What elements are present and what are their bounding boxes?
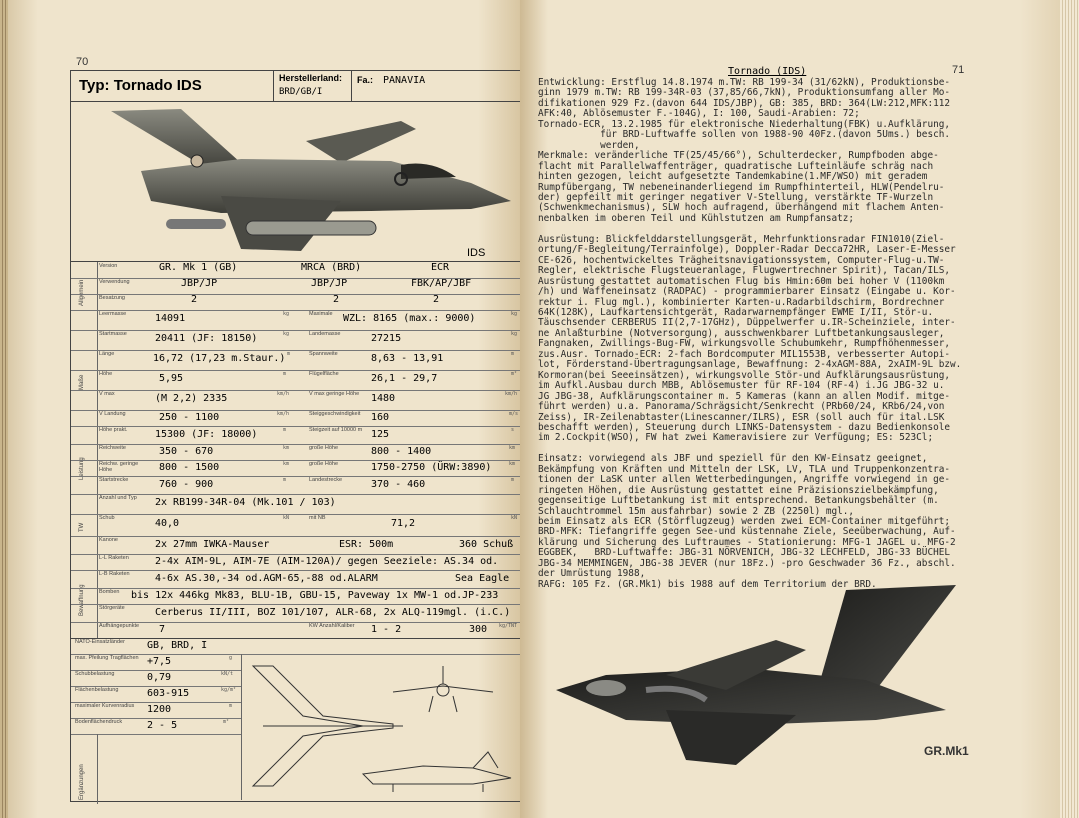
text-line: gegenseitige Luftbetankung ist mit entsprechend. Betankungsbehälter (m.: [538, 495, 939, 507]
ids-image-label: IDS: [467, 247, 486, 259]
text-line: im Aufkl.Ausbau durch MBB, Ablösemuster für RF-104 (RF-4) i.JG JBG-32 u.: [538, 380, 945, 392]
text-line: RAFG: 105 Fz. (GR.Mk1) bis 1988 auf dem Territorium der BRD.: [538, 578, 877, 590]
text-line: lot, Förderstand-Übertragungsanlage, Bewaffnung: 2-4xAGM-88A, 2xAIM-9L bzw.: [538, 359, 962, 371]
row-bodenflaechendruck: Bodenflächendruck 2 - 5 m²: [71, 718, 241, 735]
section-leistung: Leistung: [71, 410, 98, 494]
text-line: ortung/F-Begleitung/Terrainfolge), Doppler-Radar Decca72HR, Laser-E-Messer: [538, 244, 956, 256]
row-schubbelastung: Schubbelastung 0,79 kN/t: [71, 670, 241, 687]
herstellerland-label: Herstellerland:: [279, 73, 343, 83]
page-edges-right: [1060, 0, 1079, 818]
row-triebwerk-typ: Anzahl und Typ 2x RB199-34R-04 (Mk.101 / 103): [71, 494, 520, 515]
row-flaechenbelastung: Flächenbelastung 603-915 kg/m²: [71, 686, 241, 703]
row-aufhaengepunkte: Aufhängepunkte 7 KW Anzahl/Kaliber 1 - 2 300 kg/TNT: [71, 622, 520, 639]
text-line: ginn 1979 m.TW: RB 199-34R-03 (37,85/66,7kN), Produktionsumfang aller Mo-: [538, 87, 951, 99]
sheet-header: [71, 71, 520, 102]
text-line: ringeten Höhen, die Ausrüstung gestattet eine Präzisionszielbekämpfung,: [538, 484, 939, 496]
firma-label: Fa.:: [357, 75, 374, 85]
row-dienstgipfelhoehe: Höhe prakt. 15300 (JF: 18000) m Steigzeit auf 10000 m 125 s: [71, 426, 520, 445]
text-line: Tornado-ECR, 13.2.1985 für elektronische Niederhaltung(FBK) u.Aufklärung,: [538, 118, 951, 130]
section-masse: Maße: [71, 310, 98, 410]
text-line: Fangnaken, Zwillings-Bug-FW, wirkungsvolle Schubumkehr, Rumpfhöhenmesser,: [538, 338, 951, 350]
text-line: Ausrüstung: Blickfelddarstellungsgerät, Mehrfunktionsradar FIN1010(Ziel-: [538, 233, 945, 245]
section-triebwerk: TW: [71, 494, 98, 536]
row-nato-laender: NATO-Einsatzländer GB, BRD, I: [71, 638, 520, 655]
gr-mk1-image-label: GR.Mk1: [924, 744, 969, 758]
data-sheet: [70, 70, 520, 802]
row-stoergeraete: Störgeräte Cerberus II/III, BOZ 101/107, ALR-68, 2x ALQ-119mgl. (i.C.): [71, 604, 520, 623]
text-line: difikationen 929 Fz.(davon 644 IDS/JBP), GB: 385, BRD: 364(LW:212,MFK:112: [538, 97, 951, 109]
right-page-number: 71: [952, 64, 965, 76]
text-line: Einsatz: vorwiegend als JBF und speziell für den KW-Einsatz geeignet,: [538, 453, 928, 465]
row-besatzung: Besatzung 2 2 2: [71, 294, 520, 311]
text-line: hinten gezogen, leicht aufgesetzte Tandemkabine(1.MF/WSO) mit geradem: [538, 171, 928, 183]
section-allgemein: Allgemein: [71, 262, 98, 310]
text-line: JG JBG-38, Aufklärungscontainer m. 5 Kameras (kann an allen Modif. mitge-: [538, 390, 951, 402]
firma-value: PANAVIA: [383, 75, 426, 86]
row-lb-raketen: L-B Raketen 4-6x AS.30,-34 od.AGM-65,-88 od.ALARM Sea Eagle: [71, 570, 520, 589]
text-line: (Schwenkmechanismus), SLW hoch aufragend, überhängend mit flachem Anten-: [538, 202, 945, 214]
row-vmax: V max (M 2,2) 2335 km/h V max geringe Höhe 1480 km/h: [71, 390, 520, 411]
type-title: Typ: Tornado IDS: [79, 77, 202, 94]
row-startmasse: Startmasse 20411 (JF: 18150) kg Landemasse 27215 kg: [71, 330, 520, 351]
text-line: werden,: [538, 139, 640, 151]
row-kurvenradius: maximaler Kurvenradius 1200 m: [71, 702, 241, 719]
text-line: klärung und Sicherung des Luftraumes - Stationierung: MFG-1 JAGEL u. MFG-2: [538, 536, 956, 548]
text-line: rektur i. Flug mgl.), kombinierter Karten-u.Radarbildschirm, Bordrechner: [538, 296, 945, 308]
text-line: Kormoran(bei Seeeinsätzen), wirkungsvolle Stör-und Aufklärungsausrüstung,: [538, 369, 951, 381]
row-leermasse: Leermasse 14091 kg Maximale WZL: 8165 (max.: 9000) kg: [71, 310, 520, 331]
text-line: JBG-34 MEMMINGEN, JBG-38 JEVER (nur 18Fz.) -pro Geschwader 36 Fz., abschl.: [538, 557, 956, 569]
text-line: BRD-MFK: Tiefangriffe gegen See-und küstennahe Ziele, Seeüberwachung, Auf-: [538, 526, 956, 538]
text-line: im 2.Cockpit(WSO), FW hat zwei Kameravisiere zur Verfügung; ES: 523Cl;: [538, 432, 934, 444]
text-line: für BRD-Luftwaffe sollen von 1988-90 40Fz.(davon 5Ums.) besch.: [538, 129, 951, 141]
row-laenge: Länge 16,72 (17,23 m.Staur.) m Spannweite 8,63 - 13,91 m: [71, 350, 520, 371]
row-vlandung: V Landung 250 - 1100 km/h Steiggeschwindigkeit 160 m/s: [71, 410, 520, 427]
row-reichweite: Reichweite 350 - 670 km große Höhe 800 - 1400 km: [71, 444, 520, 461]
text-line: Täuschsender CERBERUS II(2,7-17GHz), Düppelwerfer u.IR-Scheinziele, inter-: [538, 317, 956, 329]
text-line: 64K(128K), Laufkartensichtgerät, Radarwarnempfänger EWME I/II, Stör-u.: [538, 306, 934, 318]
text-line: beschafft werden), Steuerung durch LINKS-Datensystem - dazu Bedienkonsole: [538, 421, 951, 433]
row-bomben: Bomben bis 12x 446kg Mk83, BLU-1B, GBU-15, Paveway 1x MW-1 od.JP-233: [71, 588, 520, 605]
row-startstrecke: Startstrecke 760 - 900 m Landestrecke 370 - 460 m: [71, 476, 520, 495]
aircraft-illustration: [71, 101, 520, 262]
text-line: Schlauchtrommel 15m ausfahrbar) sowie 2 ZB (2250l) mgl.,: [538, 505, 855, 517]
row-version: Version GR. Mk 1 (GB) MRCA (BRD) ECR: [71, 262, 520, 279]
text-line: führt werden) u.a. Panorama/Schrägsicht/Senkrecht (PRb60/24, KRb6/24,von: [538, 401, 945, 413]
left-page-number: 70: [76, 56, 89, 68]
text-line: der) gepfeilt mit geringer negativer V-Stellung, verstärkte TF-Wurzeln: [538, 191, 934, 203]
text-line: beim Einsatz als ECR (Störflugzeug) werden zwei ECM-Container mitgeführt;: [538, 516, 951, 528]
row-ll-raketen: L-L Raketen 2-4x AIM-9L, AIM-7E (AIM-120A)/ gegen Seeziele: AS.34 od.: [71, 554, 520, 571]
right-page-title: Tornado (IDS): [728, 66, 807, 77]
row-verwendung: Verwendung JBP/JP JBP/JP FBK/AP/JBF: [71, 278, 520, 295]
text-line: AFK:40, Ablösemuster F.-104G), I: 100, Saudi-Arabien: 72;: [538, 108, 860, 120]
row-hoehe: Höhe 5,95 m Flügelfläche 26,1 - 29,7 m²: [71, 370, 520, 391]
right-page: [520, 0, 1060, 818]
row-reichweite-gering: Reichw. geringe Höhe 800 - 1500 km große Höhe 1750-2750 (ÜRW:3890) km: [71, 460, 520, 477]
text-line: Ausrüstung gestattet automatischen Flug bis Hmin:60m bei hoher V (1100km: [538, 275, 945, 287]
three-view-drawing: [243, 656, 519, 796]
text-line: Regler, elektrische Flugsteueranlage, Flugwertrechner Spirit), Tacan/ILS,: [538, 265, 951, 277]
row-pfeilung: max. Pfeilung Tragflächen +7,5 g: [71, 654, 241, 671]
left-page: [8, 0, 520, 818]
text-line: Rumpfübergang, TW nebeneinanderliegend im Rumpfhinterteil, HLW(Pendelru-: [538, 181, 945, 193]
tornado-ids-drawing: [71, 101, 520, 261]
text-line: Entwicklung: Erstflug 14.8.1974 m.TW: RB 199-34 (31/62kN), Produktionsbe-: [538, 77, 951, 88]
text-line: der Umrüstung 1988,: [538, 568, 646, 580]
row-schub: Schub 40,0 kN mit NB 71,2 kN: [71, 514, 520, 537]
text-line: Zeiss), IR-Zeilenabtaster(Linescanner/ILRS), ESR (soll auch für ital.LSK: [538, 411, 945, 423]
text-line: /h) und Waffeneinsatz (RADPAC) - programmierbarer Einsatz (Eingabe u. Kor-: [538, 286, 956, 298]
description-text: [538, 78, 1036, 590]
text-line: flacht mit Parallelwaffenträger, quadratische Lufteinläufe schräg nach: [538, 160, 934, 172]
section-bewaffnung: Bewaffnung: [71, 536, 98, 638]
text-line: Merkmale: veränderliche TF(25/45/66°), Schulterdecker, Rumpfboden abge-: [538, 150, 939, 162]
text-line: zus.Ausr. Tornado-ECR: 2-fach Bordcomputer MIL1553B, verbesserter Autopi-: [538, 348, 951, 360]
gr-mk1-photo: [546, 580, 966, 775]
text-line: tionen der LaSK unter allen Wetterbedingungen, Angriffe vorwiegend in ge-: [538, 474, 951, 486]
text-line: Bekämpfung von Kräften und Mitteln der LSK, LV, TLA und Truppenkonzentra-: [538, 463, 951, 475]
section-bemerkungen: Ergänzungen: [71, 734, 98, 804]
text-line: ne Anlaßturbine (Notversorgung), ausschwenkbarer Luftbetankungsausleger,: [538, 327, 945, 339]
row-kanone: Kanone 2x 27mm IWKA-Mauser ESR: 500m 360 Schuß: [71, 536, 520, 555]
text-line: CE-626, hochentwickeltes Trägheitsnavigationssystem, Computer-Flug-u.TW-: [538, 254, 945, 266]
herstellerland-value: BRD/GB/I: [279, 87, 323, 97]
text-line: nenbalken im oberen Teil und Kühlstutzen am Rumpfansatz;: [538, 212, 855, 224]
text-line: EGGBEK, BRD-Luftwaffe: JBG-31 NÖRVENICH, JBG-32 LECHFELD, JBG-33 BÜCHEL: [538, 547, 951, 559]
